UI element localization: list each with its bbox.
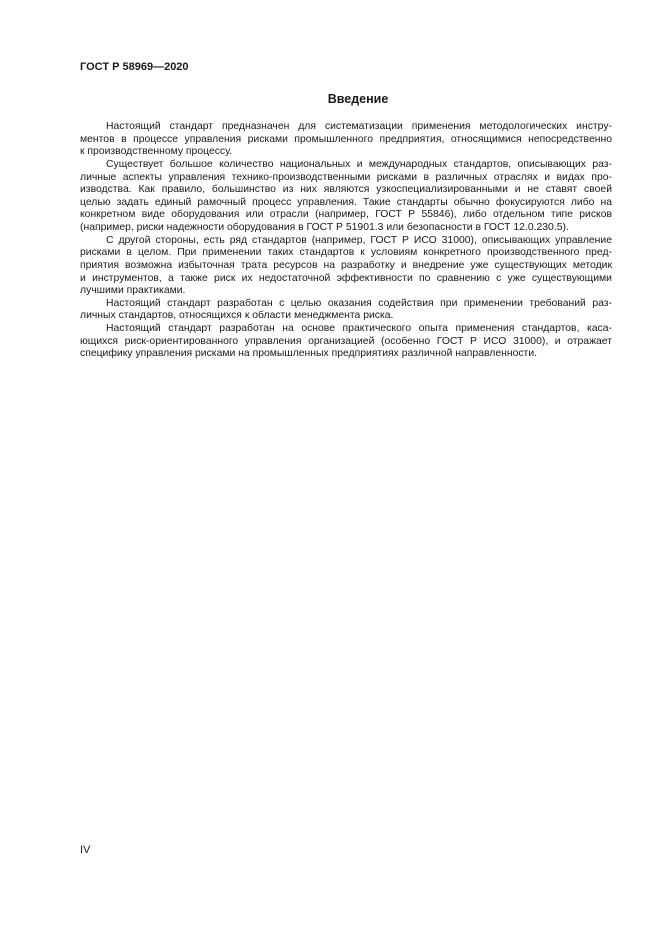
text-line: (например, риски надежности оборудования в ГОСТ Р 51901.3 или безопасности в ГОСТ 12.0.230.5). (80, 222, 569, 233)
paragraph (80, 298, 612, 323)
text-line: ющихся риск-ориентированного управления организацией (особенно ГОСТ Р ИСО 31000), и отражает (80, 335, 612, 347)
text-line: рисками в целом. При применении таких стандартов к условиям конкретного производственного пред- (80, 247, 612, 259)
text-line: к производственному процессу. (80, 146, 233, 158)
paragraph (80, 235, 612, 298)
text-line: Настоящий стандарт разработан с целью оказания содействия при применении требований раз- (106, 297, 612, 309)
text-line: личные аспекты управления технико-производственными рисками в различных отраслях и видах про- (80, 171, 612, 183)
text-line: Существует большое количество национальных и международных стандартов, описывающих раз- (106, 158, 612, 170)
text-line: Настоящий стандарт предназначен для систематизации применения методологических инстру- (106, 121, 612, 132)
text-line: специфику управления рисками на промышленных предприятиях различной направленности. (80, 348, 538, 360)
page-number: IV (80, 844, 91, 856)
text-line: личных стандартов, относящихся к области менеджмента риска. (80, 310, 394, 322)
document-body (80, 121, 612, 361)
text-line: целью задать единый рамочный процесс управления. Такие стандарты обычно фокусируются либо на (80, 196, 612, 208)
text-line: лучшими практиками. (80, 285, 186, 297)
paragraph (80, 323, 612, 361)
text-line: Настоящий стандарт разработан на основе практического опыта применения стандартов, каса- (106, 323, 612, 334)
text-line: ментов в процессе управления рисками промышленного предприятия, относящимися непосредственно (80, 133, 612, 145)
text-line: и инструментов, а также риск их недостаточной эффективности по сравнению с уже существующими (80, 272, 612, 284)
paragraph (80, 121, 612, 159)
document-header: ГОСТ Р 58969—2020 (80, 61, 189, 73)
text-line: изводства. Как правило, большинство из них являются узкоспециализированными и не ставят своей (80, 184, 612, 196)
text-line: С другой стороны, есть ряд стандартов (например, ГОСТ Р ИСО 31000), описывающих управление (106, 234, 612, 246)
section-title-text: Введение (327, 92, 389, 106)
paragraph (80, 159, 612, 235)
section-title (80, 92, 612, 106)
text-line: конкретном виде оборудования или отрасли (например, ГОСТ Р 55846), либо отдельном типе рисков (80, 209, 612, 221)
text-line: приятия возможна избыточная трата ресурсов на разработку и внедрение уже существующих методик (80, 259, 612, 271)
